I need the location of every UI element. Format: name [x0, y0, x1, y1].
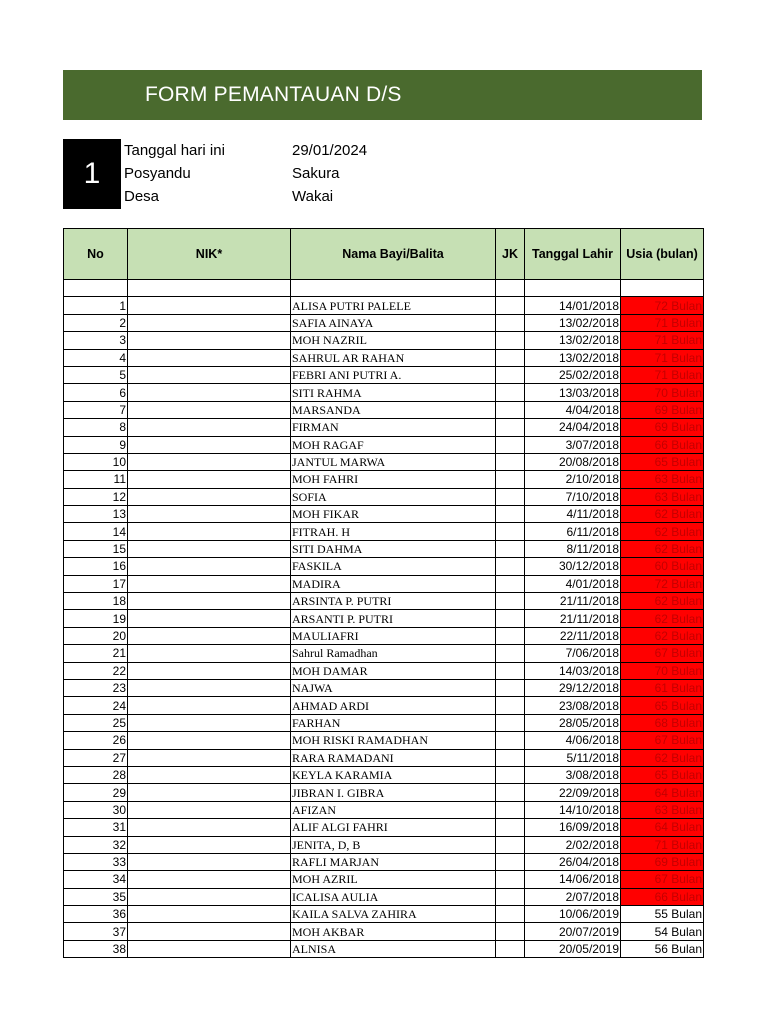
cell-tanggal-lahir[interactable]: 2/02/2018 [525, 836, 621, 853]
cell-nik[interactable] [128, 453, 291, 470]
cell-nik[interactable] [128, 523, 291, 540]
cell-nik[interactable] [128, 627, 291, 644]
cell-nik[interactable] [128, 732, 291, 749]
cell-jk[interactable] [496, 401, 525, 418]
cell-nik[interactable] [128, 679, 291, 696]
cell-tanggal-lahir[interactable]: 3/07/2018 [525, 436, 621, 453]
cell-jk[interactable] [496, 871, 525, 888]
cell-no: 22 [64, 662, 128, 679]
cell-no: 6 [64, 384, 128, 401]
table-row [64, 679, 704, 696]
column-header-usia[interactable]: Usia (bulan) [621, 229, 704, 280]
cell-tanggal-lahir[interactable]: 5/11/2018 [525, 749, 621, 766]
cell-nama[interactable]: ARSINTA P. PUTRI [291, 593, 496, 610]
cell-nik[interactable] [128, 593, 291, 610]
cell-nik[interactable] [128, 558, 291, 575]
cell-no: 8 [64, 419, 128, 436]
cell-usia: 54 Bulan [621, 923, 704, 940]
cell-usia: 62 Bulan [621, 610, 704, 627]
cell-usia: 62 Bulan [621, 749, 704, 766]
cell-jk[interactable] [496, 766, 525, 783]
cell-nama[interactable]: FEBRI ANI PUTRI A. [291, 366, 496, 383]
cell-nik[interactable] [128, 349, 291, 366]
table-row [64, 436, 704, 453]
cell-usia: 72 Bulan [621, 575, 704, 592]
cell-usia: 64 Bulan [621, 784, 704, 801]
table-row [64, 488, 704, 505]
data-table [63, 228, 704, 958]
table-row [64, 384, 704, 401]
cell-jk[interactable] [496, 819, 525, 836]
cell-tanggal-lahir[interactable]: 25/02/2018 [525, 366, 621, 383]
cell-jk[interactable] [496, 384, 525, 401]
header-spacer-row [64, 280, 704, 297]
cell-nama[interactable]: NAJWA [291, 679, 496, 696]
cell-tanggal-lahir[interactable]: 13/02/2018 [525, 332, 621, 349]
cell-nik[interactable] [128, 784, 291, 801]
cell-tanggal-lahir[interactable]: 21/11/2018 [525, 593, 621, 610]
cell-tanggal-lahir[interactable]: 4/11/2018 [525, 506, 621, 523]
cell-no: 1 [64, 297, 128, 314]
cell-jk[interactable] [496, 906, 525, 923]
cell-nama[interactable]: MADIRA [291, 575, 496, 592]
cell-no: 12 [64, 488, 128, 505]
cell-nama[interactable]: MOH RISKI RAMADHAN [291, 732, 496, 749]
table-row [64, 610, 704, 627]
cell-jk[interactable] [496, 471, 525, 488]
table-row [64, 575, 704, 592]
cell-nik[interactable] [128, 384, 291, 401]
cell-nama[interactable]: JENITA, D, B [291, 836, 496, 853]
cell-no: 7 [64, 401, 128, 418]
cell-usia: 69 Bulan [621, 853, 704, 870]
table-row [64, 888, 704, 905]
cell-tanggal-lahir[interactable]: 4/06/2018 [525, 732, 621, 749]
table-row [64, 784, 704, 801]
cell-tanggal-lahir[interactable]: 14/06/2018 [525, 871, 621, 888]
cell-no: 2 [64, 314, 128, 331]
title-banner [63, 70, 702, 120]
cell-no: 36 [64, 906, 128, 923]
cell-tanggal-lahir[interactable]: 30/12/2018 [525, 558, 621, 575]
cell-tanggal-lahir[interactable]: 21/11/2018 [525, 610, 621, 627]
column-header-nama[interactable]: Nama Bayi/Balita [291, 229, 496, 280]
cell-tanggal-lahir[interactable]: 20/07/2019 [525, 923, 621, 940]
cell-no: 26 [64, 732, 128, 749]
cell-nik[interactable] [128, 540, 291, 557]
cell-jk[interactable] [496, 923, 525, 940]
cell-nama[interactable]: ALISA PUTRI PALELE [291, 297, 496, 314]
cell-no: 29 [64, 784, 128, 801]
table-row [64, 732, 704, 749]
info-value[interactable]: Wakai [292, 188, 334, 205]
cell-nik[interactable] [128, 575, 291, 592]
cell-nama[interactable]: MOH FAHRI [291, 471, 496, 488]
spacer-cell [64, 280, 128, 297]
info-label: Desa [124, 188, 160, 205]
cell-usia: 64 Bulan [621, 819, 704, 836]
cell-no: 21 [64, 645, 128, 662]
cell-nama[interactable]: SOFIA [291, 488, 496, 505]
cell-usia: 67 Bulan [621, 732, 704, 749]
cell-nama[interactable]: ALIF ALGI FAHRI [291, 819, 496, 836]
cell-no: 4 [64, 349, 128, 366]
cell-usia: 67 Bulan [621, 871, 704, 888]
table-row [64, 923, 704, 940]
cell-usia: 62 Bulan [621, 540, 704, 557]
cell-usia: 56 Bulan [621, 940, 704, 957]
cell-jk[interactable] [496, 662, 525, 679]
cell-nik[interactable] [128, 506, 291, 523]
cell-jk[interactable] [496, 801, 525, 818]
cell-jk[interactable] [496, 297, 525, 314]
cell-nik[interactable] [128, 819, 291, 836]
table-row [64, 645, 704, 662]
cell-jk[interactable] [496, 784, 525, 801]
cell-no: 34 [64, 871, 128, 888]
cell-usia: 71 Bulan [621, 349, 704, 366]
table-row [64, 871, 704, 888]
cell-tanggal-lahir[interactable]: 10/06/2019 [525, 906, 621, 923]
cell-no: 18 [64, 593, 128, 610]
cell-jk[interactable] [496, 488, 525, 505]
cell-no: 14 [64, 523, 128, 540]
cell-no: 25 [64, 714, 128, 731]
table-row [64, 801, 704, 818]
cell-usia: 63 Bulan [621, 488, 704, 505]
cell-usia: 62 Bulan [621, 506, 704, 523]
cell-usia: 71 Bulan [621, 366, 704, 383]
cell-usia: 62 Bulan [621, 523, 704, 540]
cell-jk[interactable] [496, 732, 525, 749]
cell-tanggal-lahir[interactable]: 29/12/2018 [525, 679, 621, 696]
spacer-cell [291, 280, 496, 297]
cell-tanggal-lahir[interactable]: 23/08/2018 [525, 697, 621, 714]
cell-nik[interactable] [128, 836, 291, 853]
cell-jk[interactable] [496, 749, 525, 766]
cell-usia: 71 Bulan [621, 332, 704, 349]
cell-no: 17 [64, 575, 128, 592]
table-row [64, 314, 704, 331]
cell-tanggal-lahir[interactable]: 13/03/2018 [525, 384, 621, 401]
cell-usia: 60 Bulan [621, 558, 704, 575]
cell-usia: 63 Bulan [621, 471, 704, 488]
cell-usia: 61 Bulan [621, 679, 704, 696]
table-row [64, 453, 704, 470]
cell-no: 3 [64, 332, 128, 349]
cell-nama[interactable]: RARA RAMADANI [291, 749, 496, 766]
cell-tanggal-lahir[interactable]: 24/04/2018 [525, 419, 621, 436]
table-header-row [64, 229, 704, 280]
cell-nik[interactable] [128, 645, 291, 662]
table-row [64, 419, 704, 436]
cell-jk[interactable] [496, 540, 525, 557]
cell-nama[interactable]: Sahrul Ramadhan [291, 645, 496, 662]
cell-no: 30 [64, 801, 128, 818]
cell-usia: 66 Bulan [621, 436, 704, 453]
cell-tanggal-lahir[interactable]: 2/07/2018 [525, 888, 621, 905]
cell-usia: 63 Bulan [621, 801, 704, 818]
cell-tanggal-lahir[interactable]: 14/03/2018 [525, 662, 621, 679]
cell-jk[interactable] [496, 836, 525, 853]
cell-jk[interactable] [496, 679, 525, 696]
cell-nik[interactable] [128, 332, 291, 349]
table-row [64, 506, 704, 523]
cell-nik[interactable] [128, 471, 291, 488]
cell-nik[interactable] [128, 853, 291, 870]
cell-no: 35 [64, 888, 128, 905]
cell-jk[interactable] [496, 436, 525, 453]
cell-nama[interactable]: SAHRUL AR RAHAN [291, 349, 496, 366]
cell-nama[interactable]: KAILA SALVA ZAHIRA [291, 906, 496, 923]
cell-no: 37 [64, 923, 128, 940]
cell-nik[interactable] [128, 923, 291, 940]
cell-usia: 70 Bulan [621, 662, 704, 679]
cell-jk[interactable] [496, 697, 525, 714]
table-row [64, 906, 704, 923]
cell-tanggal-lahir[interactable]: 14/10/2018 [525, 801, 621, 818]
cell-tanggal-lahir[interactable]: 20/05/2019 [525, 940, 621, 957]
cell-nama[interactable]: SAFIA AINAYA [291, 314, 496, 331]
cell-jk[interactable] [496, 940, 525, 957]
column-header-tanggal-lahir[interactable]: Tanggal Lahir [525, 229, 621, 280]
cell-jk[interactable] [496, 610, 525, 627]
cell-jk[interactable] [496, 366, 525, 383]
cell-no: 33 [64, 853, 128, 870]
cell-nama[interactable]: MOH NAZRIL [291, 332, 496, 349]
table-row [64, 627, 704, 644]
cell-nik[interactable] [128, 766, 291, 783]
table-row [64, 593, 704, 610]
cell-no: 24 [64, 697, 128, 714]
table-row [64, 662, 704, 679]
cell-nik[interactable] [128, 749, 291, 766]
cell-tanggal-lahir[interactable]: 20/08/2018 [525, 453, 621, 470]
cell-nik[interactable] [128, 297, 291, 314]
spacer-cell [128, 280, 291, 297]
cell-no: 5 [64, 366, 128, 383]
table-row [64, 558, 704, 575]
cell-nama[interactable]: MOH AZRIL [291, 871, 496, 888]
cell-nama[interactable]: JIBRAN I. GIBRA [291, 784, 496, 801]
table-row [64, 471, 704, 488]
table-body [64, 280, 704, 958]
cell-no: 23 [64, 679, 128, 696]
cell-jk[interactable] [496, 575, 525, 592]
cell-usia: 65 Bulan [621, 453, 704, 470]
cell-usia: 71 Bulan [621, 314, 704, 331]
cell-usia: 70 Bulan [621, 384, 704, 401]
cell-tanggal-lahir[interactable]: 22/11/2018 [525, 627, 621, 644]
cell-tanggal-lahir[interactable]: 7/06/2018 [525, 645, 621, 662]
form-number-box: 1 [63, 139, 121, 209]
cell-usia: 68 Bulan [621, 714, 704, 731]
cell-jk[interactable] [496, 714, 525, 731]
cell-nik[interactable] [128, 888, 291, 905]
cell-usia: 65 Bulan [621, 766, 704, 783]
cell-nama[interactable]: MARSANDA [291, 401, 496, 418]
cell-jk[interactable] [496, 888, 525, 905]
cell-no: 20 [64, 627, 128, 644]
cell-nik[interactable] [128, 610, 291, 627]
cell-nama[interactable]: SITI DAHMA [291, 540, 496, 557]
table-row [64, 766, 704, 783]
cell-nama[interactable]: AHMAD ARDI [291, 697, 496, 714]
cell-tanggal-lahir[interactable]: 22/09/2018 [525, 784, 621, 801]
cell-nama[interactable]: MAULIAFRI [291, 627, 496, 644]
cell-tanggal-lahir[interactable]: 26/04/2018 [525, 853, 621, 870]
cell-usia: 62 Bulan [621, 627, 704, 644]
info-value[interactable]: 29/01/2024 [292, 142, 368, 159]
cell-nik[interactable] [128, 401, 291, 418]
cell-no: 38 [64, 940, 128, 957]
cell-nama[interactable]: ICALISA AULIA [291, 888, 496, 905]
cell-tanggal-lahir[interactable]: 7/10/2018 [525, 488, 621, 505]
cell-jk[interactable] [496, 645, 525, 662]
table-row [64, 853, 704, 870]
cell-nama[interactable]: AFIZAN [291, 801, 496, 818]
table-row [64, 523, 704, 540]
cell-usia: 65 Bulan [621, 697, 704, 714]
cell-nama[interactable]: MOH FIKAR [291, 506, 496, 523]
cell-jk[interactable] [496, 332, 525, 349]
cell-no: 28 [64, 766, 128, 783]
table-row [64, 714, 704, 731]
cell-nik[interactable] [128, 662, 291, 679]
cell-no: 32 [64, 836, 128, 853]
cell-nama[interactable]: FITRAH. H [291, 523, 496, 540]
cell-no: 31 [64, 819, 128, 836]
cell-nama[interactable]: FARHAN [291, 714, 496, 731]
cell-no: 11 [64, 471, 128, 488]
cell-tanggal-lahir[interactable]: 13/02/2018 [525, 349, 621, 366]
cell-jk[interactable] [496, 627, 525, 644]
cell-jk[interactable] [496, 853, 525, 870]
cell-no: 27 [64, 749, 128, 766]
cell-tanggal-lahir[interactable]: 4/04/2018 [525, 401, 621, 418]
cell-nama[interactable]: FASKILA [291, 558, 496, 575]
table-row [64, 749, 704, 766]
cell-no: 15 [64, 540, 128, 557]
cell-tanggal-lahir[interactable]: 6/11/2018 [525, 523, 621, 540]
cell-usia: 72 Bulan [621, 297, 704, 314]
table-row [64, 349, 704, 366]
form-title: FORM PEMANTAUAN D/S [145, 83, 402, 106]
cell-usia: 62 Bulan [621, 593, 704, 610]
column-header-nik[interactable]: NIK* [128, 229, 291, 280]
cell-nama[interactable]: SITI RAHMA [291, 384, 496, 401]
cell-nik[interactable] [128, 906, 291, 923]
table-row [64, 940, 704, 957]
column-header-jk[interactable]: JK [496, 229, 525, 280]
cell-usia: 66 Bulan [621, 888, 704, 905]
cell-no: 13 [64, 506, 128, 523]
cell-nik[interactable] [128, 314, 291, 331]
cell-nik[interactable] [128, 801, 291, 818]
cell-no: 16 [64, 558, 128, 575]
cell-tanggal-lahir[interactable]: 28/05/2018 [525, 714, 621, 731]
cell-jk[interactable] [496, 506, 525, 523]
cell-tanggal-lahir[interactable]: 3/08/2018 [525, 766, 621, 783]
cell-usia: 71 Bulan [621, 836, 704, 853]
cell-tanggal-lahir[interactable]: 13/02/2018 [525, 314, 621, 331]
cell-usia: 69 Bulan [621, 419, 704, 436]
cell-nama[interactable]: ALNISA [291, 940, 496, 957]
cell-nama[interactable]: RAFLI MARJAN [291, 853, 496, 870]
cell-jk[interactable] [496, 558, 525, 575]
cell-no: 10 [64, 453, 128, 470]
cell-jk[interactable] [496, 453, 525, 470]
table-row [64, 697, 704, 714]
table-row [64, 332, 704, 349]
cell-nik[interactable] [128, 940, 291, 957]
spacer-cell [525, 280, 621, 297]
table-row [64, 540, 704, 557]
cell-nama[interactable]: MOH DAMAR [291, 662, 496, 679]
cell-nik[interactable] [128, 366, 291, 383]
table-row [64, 819, 704, 836]
table-row [64, 297, 704, 314]
cell-nik[interactable] [128, 488, 291, 505]
cell-tanggal-lahir[interactable]: 14/01/2018 [525, 297, 621, 314]
cell-usia: 67 Bulan [621, 645, 704, 662]
cell-jk[interactable] [496, 419, 525, 436]
cell-nama[interactable]: ARSANTI P. PUTRI [291, 610, 496, 627]
cell-tanggal-lahir[interactable]: 2/10/2018 [525, 471, 621, 488]
cell-nik[interactable] [128, 871, 291, 888]
cell-no: 9 [64, 436, 128, 453]
cell-usia: 69 Bulan [621, 401, 704, 418]
cell-nama[interactable]: KEYLA KARAMIA [291, 766, 496, 783]
info-label: Tanggal hari ini [124, 142, 225, 159]
table-row [64, 401, 704, 418]
cell-nik[interactable] [128, 714, 291, 731]
spacer-cell [621, 280, 704, 297]
info-value[interactable]: Sakura [292, 165, 340, 182]
cell-tanggal-lahir[interactable]: 8/11/2018 [525, 540, 621, 557]
cell-tanggal-lahir[interactable]: 16/09/2018 [525, 819, 621, 836]
info-label: Posyandu [124, 165, 191, 182]
cell-nik[interactable] [128, 436, 291, 453]
cell-nama[interactable]: MOH RAGAF [291, 436, 496, 453]
column-header-no[interactable]: No [64, 229, 128, 280]
cell-no: 19 [64, 610, 128, 627]
cell-nik[interactable] [128, 419, 291, 436]
cell-nama[interactable]: JANTUL MARWA [291, 453, 496, 470]
cell-nama[interactable]: FIRMAN [291, 419, 496, 436]
cell-jk[interactable] [496, 349, 525, 366]
cell-nama[interactable]: MOH AKBAR [291, 923, 496, 940]
spacer-cell [496, 280, 525, 297]
cell-jk[interactable] [496, 523, 525, 540]
cell-jk[interactable] [496, 593, 525, 610]
table-row [64, 366, 704, 383]
cell-tanggal-lahir[interactable]: 4/01/2018 [525, 575, 621, 592]
cell-jk[interactable] [496, 314, 525, 331]
cell-nik[interactable] [128, 697, 291, 714]
table-row [64, 836, 704, 853]
cell-usia: 55 Bulan [621, 906, 704, 923]
